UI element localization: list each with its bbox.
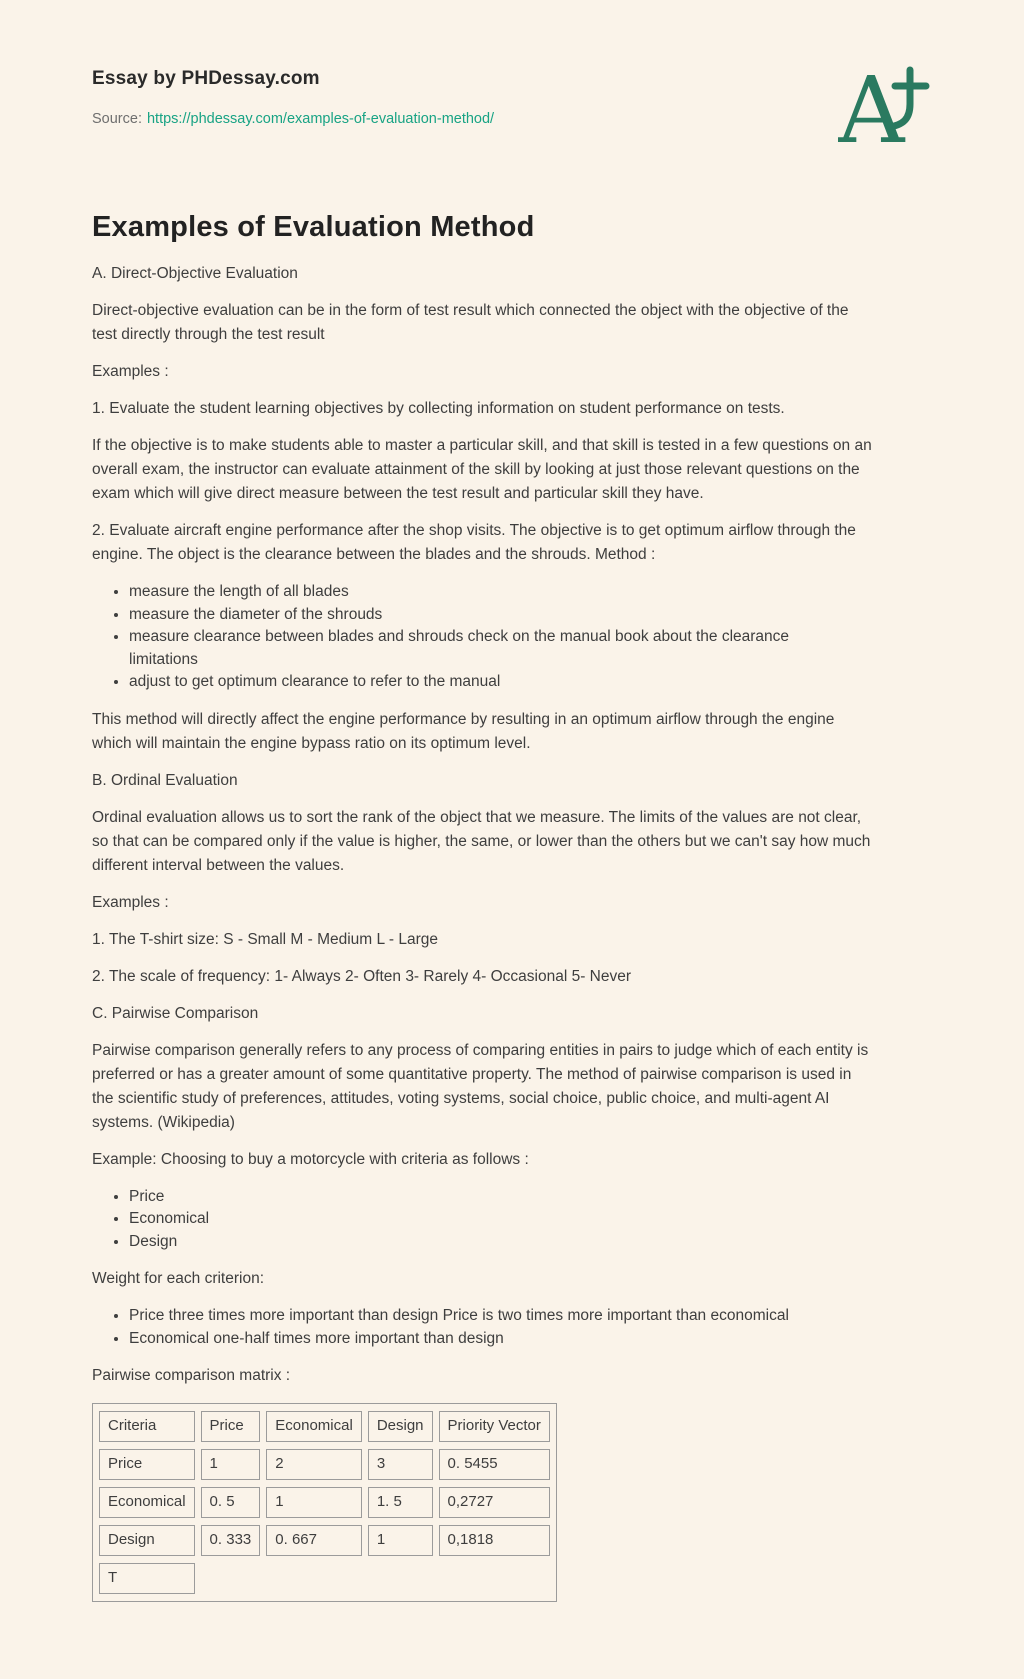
table-cell: 0. 5 [201, 1487, 261, 1518]
para-example-1: 1. Evaluate the student learning objectives by collecting information on student performance on tests. [92, 400, 785, 417]
source-label: Source: [92, 111, 142, 127]
para-motorcycle-example: Example: Choosing to buy a motorcycle with criteria as follows : [92, 1150, 529, 1168]
table-cell: 0. 667 [266, 1525, 362, 1556]
matrix-label: Pairwise comparison matrix : [92, 1367, 291, 1384]
para-tshirt-sizes: 1. The T-shirt size: S - Small M - Medium L - Large [92, 930, 438, 948]
table-cell: 1. 5 [368, 1487, 433, 1518]
site-title: Essay by PHDessay.com [92, 68, 320, 89]
criteria-list [92, 1186, 862, 1254]
table-cell: 0. 333 [201, 1525, 261, 1556]
table-cell: 1 [201, 1449, 261, 1480]
para-method-effect: This method will directly affect the engine performance by resulting in an optimum airflow through the engine which will maintain the engine bypass ratio on its optimum level. [92, 710, 835, 752]
weights-label: Weight for each criterion: [92, 1270, 265, 1287]
table-cell: T [99, 1563, 195, 1594]
table-cell: Design [99, 1525, 195, 1556]
para-example-1-detail: If the objective is to make students able to master a particular skill, and that skill is tested in a few questions on an overall exam, the instructor can evaluate attainment of the skill by looking at just those relevant questions on the exam which will give direct measure between the test result and particular skill they have. [92, 437, 872, 502]
phdessay-a-plus-logo [838, 62, 930, 155]
article-title: Examples of Evaluation Method [92, 211, 535, 243]
source-link[interactable]: https://phdessay.com/examples-of-evaluation-method/ [146, 111, 495, 127]
table-row [99, 1487, 550, 1518]
table-cell: 0. 5455 [439, 1449, 550, 1480]
weight-item: • Price three times more important than design Price is two times more important than economical [129, 1305, 862, 1328]
table-cell: Economical [99, 1487, 195, 1518]
method-step-item: • measure the diameter of the shrouds [129, 604, 862, 627]
table-header-cell: Criteria [99, 1411, 195, 1442]
table-cell: 3 [368, 1449, 433, 1480]
table-header-cell: Economical [266, 1411, 362, 1442]
table-row [99, 1449, 550, 1480]
para-ordinal-intro: Ordinal evaluation allows us to sort the rank of the object that we measure. The limits of the values are not clear, so that can be compared only if the value is higher, the same, or lower than the others but we can't say how much different interval between the values. [92, 808, 871, 874]
weights-list [92, 1305, 862, 1350]
table-header-row [99, 1411, 550, 1442]
pairwise-comparison-matrix [92, 1403, 557, 1602]
para-frequency-scale: 2. The scale of frequency: 1- Always 2- Often 3- Rarely 4- Occasional 5- Never [92, 967, 632, 985]
a-plus-logo-icon [838, 62, 930, 150]
para-direct-objective-intro: Direct-objective evaluation can be in the form of test result which connected the object with the objective of the test directly through the test result [92, 302, 849, 343]
table-header-cell: Price [201, 1411, 261, 1442]
page-header [92, 62, 932, 155]
section-heading-b: B. Ordinal Evaluation [92, 771, 238, 789]
section-heading-a: A. Direct-Objective Evaluation [92, 265, 298, 282]
method-step-item: • adjust to get optimum clearance to refer to the manual [129, 671, 862, 694]
logo-letter-a: A [838, 62, 905, 150]
examples-label-a: Examples : [92, 363, 169, 380]
method-step-item: • measure clearance between blades and shrouds check on the manual book about the clearance limitations [129, 626, 862, 671]
matrix-table [93, 1404, 556, 1601]
method-steps-list [92, 581, 862, 694]
table-header-cell: Design [368, 1411, 433, 1442]
table-cell: 0,1818 [439, 1525, 550, 1556]
table-partial-row [99, 1563, 550, 1594]
source-line [92, 111, 494, 127]
para-example-2: 2. Evaluate aircraft engine performance after the shop visits. The objective is to get optimum airflow through the engine. The object is the clearance between the blades and the shrouds. Method : [92, 522, 856, 563]
para-pairwise-intro: Pairwise comparison generally refers to any process of comparing entities in pairs to judge which of each entity is preferred or has a greater amount of some quantitative property. The method of pairwise comparison is used in the scientific study of preferences, attitudes, voting systems, social choice, public choice, and multi-agent AI systems. (Wikipedia) [92, 1041, 869, 1131]
table-cell: 1 [266, 1487, 362, 1518]
table-cell: 0,2727 [439, 1487, 550, 1518]
table-cell: Price [99, 1449, 195, 1480]
table-row [99, 1525, 550, 1556]
criteria-item: • Economical [129, 1208, 862, 1231]
criteria-item: • Design [129, 1231, 862, 1254]
table-cell: 2 [266, 1449, 362, 1480]
table-cell: 1 [368, 1525, 433, 1556]
criteria-item: • Price [129, 1186, 862, 1209]
examples-label-b: Examples : [92, 893, 169, 911]
section-heading-c: C. Pairwise Comparison [92, 1004, 259, 1022]
weight-item: • Economical one-half times more important than design [129, 1328, 862, 1351]
table-header-cell: Priority Vector [439, 1411, 550, 1442]
method-step-item: • measure the length of all blades [129, 581, 862, 604]
header-left [92, 68, 494, 127]
